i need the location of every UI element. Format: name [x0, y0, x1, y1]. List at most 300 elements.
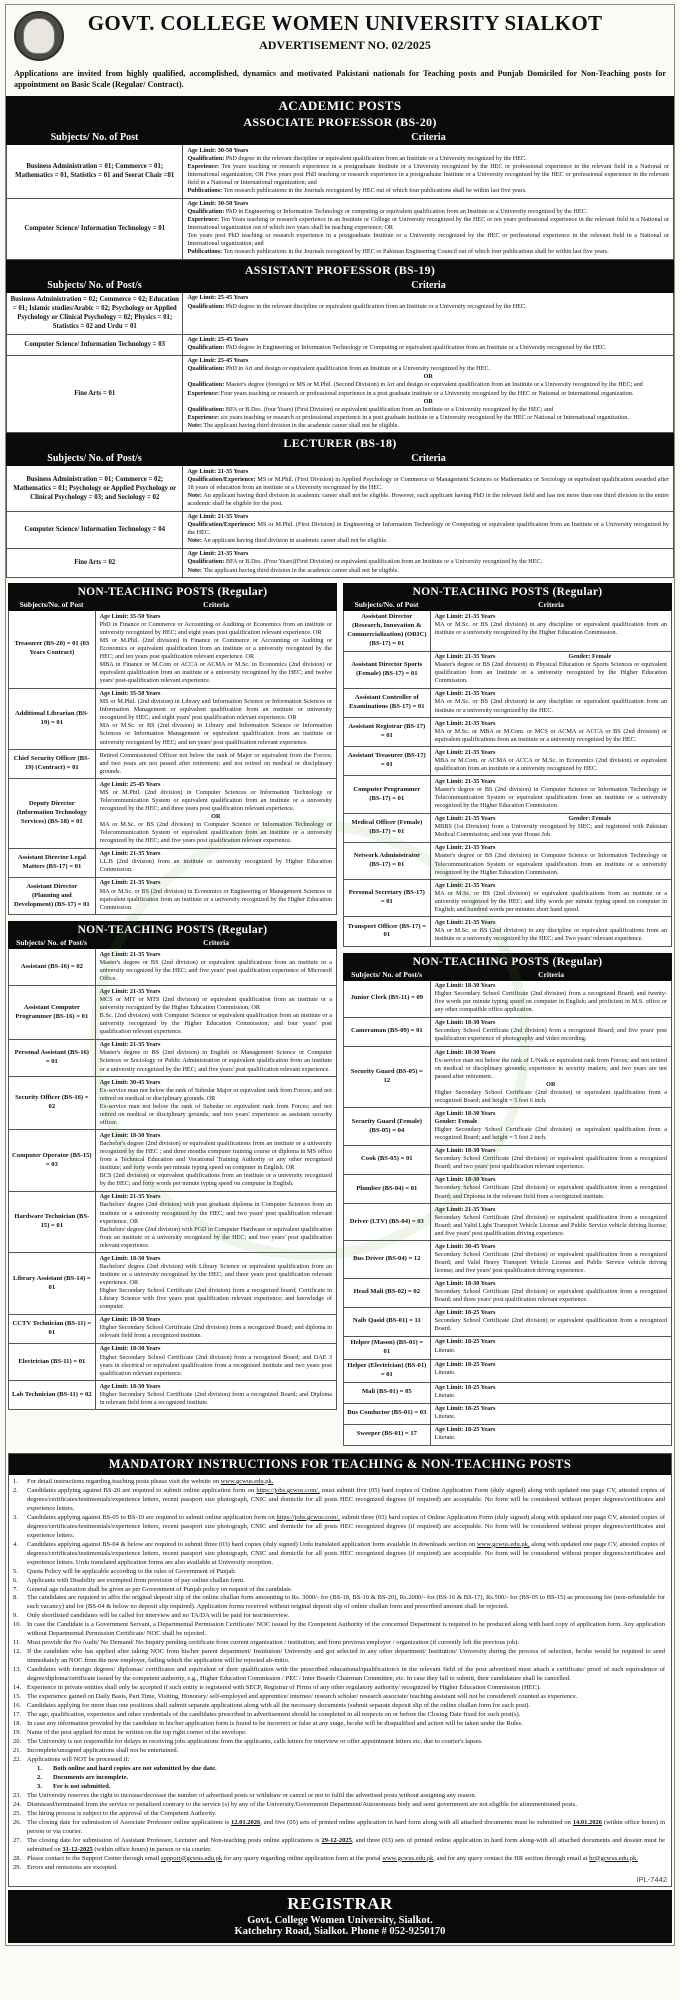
criteria-line: Age Limit: 21-35 Years — [99, 850, 161, 858]
criteria-line: Bachelors' degree (2nd division) with Library Science or equivalent qualification from an institute or a university recognized by the HEC; and three years post qualification relevant experience. OR — [99, 1262, 332, 1286]
criteria-line: Age Limit: 18-30 Years — [99, 1382, 161, 1390]
post-name: Assistant Computer Programmer (BS-16) = 01 — [9, 986, 96, 1038]
instruction-text: The closing date for submission of Assistant Professor, Lecturer and Non-teaching posts online applications is 29-12-2025, and three (03) sets of printed online application in hard form along-with all attached documents and dossier must be submitted on 31-12-2025 (within office hours) in person or via courier. — [27, 1836, 665, 1853]
criteria-line: Ex-service man not below the rank of Subedar Major or equivalent rank from Forces; and not retired on medical or disciplinary grounds. OR — [99, 1086, 332, 1102]
post-criteria — [96, 689, 336, 749]
criteria-line: Age Limit: 21-35 Years — [434, 748, 496, 756]
criteria-line: Age Limit: 18-25 Years — [434, 1361, 496, 1369]
criteria-lines — [435, 844, 667, 876]
criteria-lines — [435, 613, 667, 637]
post-criteria — [96, 1381, 336, 1409]
instruction-text: Must provide the No Audit/ No Demand/ No Inquiry pending certificate from current organization / institution, and from previous employer / organization (if currently left the previous job). — [27, 1639, 520, 1647]
post-row — [9, 778, 336, 848]
criteria-lines — [187, 336, 669, 352]
column-header-posts: Subjects/ No. of Post/s — [16, 938, 87, 948]
posts-table — [6, 145, 674, 260]
criteria-line: Experience: Four years teaching or research or professional experience in a post graduate institute or a University recognized by the HEC or National or International organization. — [187, 389, 634, 397]
post-criteria — [431, 1360, 671, 1382]
criteria-line: Secondary School Certificate (2nd division) or equivalent qualification from a recognized Board; and three years' post qualification relevant experience. — [434, 1288, 667, 1304]
column-header-posts: Subjects/ No. of Post/s — [47, 453, 142, 465]
criteria-line: Age Limit: 30-50 Years — [187, 200, 249, 207]
post-row — [9, 1191, 336, 1252]
instruction-text: Name of the post applied for must be written on the top right corner of the envelope. — [27, 1729, 247, 1736]
column-header-posts: Subjects/No. of Post — [19, 600, 84, 610]
criteria-line: Age Limit: 35-50 Years — [99, 690, 161, 698]
criteria-lines — [435, 778, 667, 810]
instruction-text: Quota Policy will be applicable according to the rules of Government of Punjab. — [27, 1567, 237, 1575]
criteria-line: Higher Secondary School Certificate (2nd division) from a recognized Board; and twenty-five words per minute typing speed on computer in English; and proficient in M.S. office or any other compatible office application. — [434, 990, 667, 1014]
criteria-line: Qualification/Experience: MS or M.Phil. (First Division) in Applied Psychology or Commerce or Management Sciences or Mathematics or Sociology or equivalent qualification awarded after 18 years of education from an institute or a University recognized by the HEC. — [187, 475, 669, 491]
section-header-bar — [6, 96, 674, 145]
post-name: Security Officer (BS-16) = 02 — [9, 1077, 96, 1129]
post-row — [344, 651, 671, 688]
criteria-line: Age Limit: 21-35 Years — [99, 987, 161, 995]
post-criteria — [96, 750, 336, 778]
criteria-line: Retired Commissioned Officer not below the rank of Major or equivalent from the Forces; and two years are not passed after retirement; and not retired on medical or disciplinary grounds. — [99, 751, 332, 775]
post-name: Network Administrator (BS-17) = 01 — [344, 843, 431, 879]
criteria-line: Secondary School Certificate (2nd division) or equivalent qualification from a recognized Board; and two years' post qualification relevant experience. — [434, 1155, 667, 1171]
footer-university: Govt. College Women University, Sialkot. — [247, 1914, 433, 1926]
criteria-line: Age Limit: 21-35 Years — [99, 1193, 161, 1201]
instruction-number: 7. — [13, 1585, 18, 1593]
criteria-lines — [100, 1316, 332, 1340]
post-row — [9, 1076, 336, 1129]
post-name: Assistant Director Sports (Female) (BS-17) = 01 — [344, 652, 431, 688]
post-criteria — [431, 880, 671, 916]
criteria-lines — [435, 1206, 667, 1238]
post-row — [344, 981, 671, 1017]
instruction-sub-text: Fee is not submitted. — [53, 1782, 111, 1790]
post-name: Business Administration = 02; Commerce = 02; Education = 01; Islamic studies/Arabic = 02; Psychology or Applied Psychology or Clinical Psychology = 02; Physics = 01; Statistics = 02 and Urdu = 01 — [7, 293, 183, 334]
instruction-item — [13, 1801, 665, 1810]
post-criteria — [431, 843, 671, 879]
criteria-line: Bachelors' degree (2nd division) with post graduate diploma in Computer Sciences from an institute or a university recognized by the HEC; and two years' post qualification relevant experience. OR — [99, 1201, 332, 1225]
link[interactable]: www.gcwus.edu.pk — [382, 1854, 434, 1862]
criteria-line: Higher Secondary School Certificate (2nd division) from a recognized Board; and DAE 3 years in electrical or equivalent qualification from a recognized institute and two years post qualification relevant experience. — [99, 1353, 332, 1377]
criteria-line: MBBS (1st Division) from a University recognized by HEC; and registered with Pakistan Medical Commission; and one year House Job. — [434, 823, 667, 839]
criteria-lines — [187, 513, 669, 545]
post-criteria — [431, 814, 671, 842]
criteria-lines — [100, 1193, 332, 1249]
section-title: NON-TEACHING POSTS (Regular) — [412, 586, 603, 599]
post-name: Personal Assistant (BS-16) = 01 — [9, 1040, 96, 1076]
post-row — [344, 717, 671, 746]
post-row — [9, 749, 336, 778]
criteria-line: Age Limit: 21-35 Years — [187, 467, 249, 475]
column-header-criteria: Criteria — [538, 969, 564, 979]
posts-section — [343, 953, 672, 1446]
criteria-line: MA or M.Sc. or BS (2nd division) in any discipline or equivalent qualification from an institute or a university recognized by the HEC. — [434, 698, 667, 714]
post-name: Cook (BS-05) = 01 — [344, 1146, 431, 1174]
instruction-text: The hiring process is subject to the approval of the Competent Authority. — [27, 1809, 217, 1817]
criteria-lines — [435, 982, 667, 1014]
post-row — [344, 1174, 671, 1203]
footer-address-phone: Katchehry Road, Sialkot. Phone # 052-9250170 — [234, 1925, 446, 1937]
posts-section — [343, 583, 672, 947]
instruction-sub-text: Both online and hard copies are not submitted by due date. — [53, 1764, 217, 1772]
link[interactable]: https://jobs.gcwus.com/, — [276, 1513, 340, 1521]
post-name: Helper (Electrician) (BS-01) = 01 — [344, 1360, 431, 1382]
section-title: NON-TEACHING POSTS (Regular) — [77, 924, 268, 937]
instruction-number: 5. — [13, 1567, 18, 1575]
section-header-bar — [6, 260, 674, 293]
column-headers — [6, 131, 674, 145]
criteria-line: BCS (2nd division) or equivalent qualifications from an institute or a university recognized by the HEC; and forty words per minute typing speed on computer in English. — [99, 1172, 332, 1188]
instruction-text: Dismissed/terminated from the service or penalized contrary to the service (s) by any of the University/Government Department/Autonomous body and semi government are not eligible for aforementioned posts. — [27, 1800, 577, 1808]
criteria-line: Age Limit: 21-35 Years — [434, 777, 496, 785]
post-name: Library Assistant (BS-14) = 01 — [9, 1253, 96, 1313]
instruction-item — [13, 1738, 665, 1747]
instruction-number: 28. — [13, 1854, 22, 1862]
post-row — [344, 1382, 671, 1403]
criteria-line: Experience: six years teaching or research or professional experience in a post graduate institute or a University recognized by the HEC or National or International organization. — [187, 413, 629, 421]
post-criteria — [96, 1253, 336, 1313]
post-name: Cameraman (BS-09) = 01 — [344, 1018, 431, 1046]
academic-posts — [6, 96, 674, 578]
post-criteria — [96, 1344, 336, 1380]
post-row — [7, 548, 673, 577]
column-headers — [6, 452, 674, 466]
closing-date: 31-12-2025 — [62, 1845, 93, 1853]
criteria-line: Age Limit: 18-30 Years — [99, 1316, 161, 1324]
instruction-item — [13, 1819, 665, 1837]
university-logo-icon — [14, 11, 64, 61]
post-row — [9, 985, 336, 1038]
criteria-lines — [187, 294, 669, 310]
criteria-line: Age Limit: 25-45 Years — [187, 294, 249, 302]
post-criteria — [183, 549, 673, 577]
posts-section — [6, 260, 674, 433]
criteria-lines — [435, 1147, 667, 1171]
link[interactable]: www.gcwus.edu.pk. — [220, 1477, 274, 1485]
post-criteria — [183, 293, 673, 334]
criteria-line: PhD in Finance or Commerce or Accounting or Auditing or Economics from an institute or university recognized by HEC; and eight years post qualification relevant experience. OR — [99, 620, 332, 636]
instruction-item — [13, 1810, 665, 1819]
criteria-line: Age Limit: 35-50 Years — [99, 612, 161, 620]
post-row — [344, 879, 671, 916]
instruction-text: Applicants with Disability are exempted from provision of pay online challan form. — [27, 1576, 245, 1584]
criteria-lines — [187, 357, 669, 430]
section-header-bar — [6, 433, 674, 466]
criteria-line: Age Limit: 21-35 Years — [187, 550, 249, 558]
post-row — [344, 1336, 671, 1359]
post-criteria — [183, 335, 673, 355]
post-name: Security Guard (Female) (BS-05) = 04 — [344, 1108, 431, 1144]
instruction-item — [13, 1864, 665, 1873]
instruction-number: 25. — [13, 1809, 22, 1817]
criteria-line: Age Limit: 21-35 Years — [99, 879, 161, 887]
instruction-item — [13, 1621, 665, 1639]
post-criteria — [96, 1040, 336, 1076]
instruction-text: The closing date for submission of Associate Professor online applications is 12.01.2026, and five (05) sets of printed online application in hard form along with all attached documents must be submitted on 14.01.2026 (within office hours) in person or via courier. — [27, 1818, 666, 1835]
criteria-or-line: OR — [211, 813, 221, 820]
link[interactable]: hr@gcwus.edu.pk. — [589, 1854, 638, 1862]
instruction-item — [13, 1639, 665, 1648]
posts-section — [6, 96, 674, 260]
instruction-item — [13, 1487, 665, 1514]
instruction-item — [13, 1541, 665, 1568]
instruction-sub-item — [13, 1774, 665, 1783]
post-row — [9, 877, 336, 914]
criteria-line: Ten years post PhD teaching or research experience in a postgraduate Institute or a University recognized by the HEC or professional experience in the relevant field in a National or International organization; and — [187, 232, 669, 248]
criteria-line: Master's degree or BS (2nd division) or equivalent qualifications from an institute or a university recognized by the HEC; and five years' post qualification experience of Microsoft Office. — [99, 958, 332, 982]
post-name: Plumber (BS-04) = 01 — [344, 1175, 431, 1203]
criteria-line: Literate. — [434, 1346, 456, 1354]
header — [6, 5, 674, 63]
column-header-posts: Subjects/ No. of Post/s — [351, 969, 422, 979]
instruction-number: 21. — [13, 1746, 22, 1754]
criteria-line: Higher Secondary School Certificate (2nd division) from a recognized Board; and Diploma in relevant field from a recognized institute. — [99, 1390, 332, 1406]
criteria-line: MA or M.Sc. or BS (2nd division) in Computer Science or Information Technology or Telecommunication System or equivalent qualification from an institute or a university recognized by the HEC; and five years post qualification relevant experience. — [99, 821, 332, 845]
advertisement-frame — [5, 4, 675, 1946]
post-row — [344, 1017, 671, 1046]
instruction-item — [13, 1711, 665, 1720]
post-criteria — [96, 878, 336, 914]
instruction-number: 2. — [13, 1486, 18, 1494]
criteria-line: Secondary School Certificate (2nd division) from a recognized Board; and five years' post qualification experience of photography and video recording. — [434, 1027, 667, 1043]
instruction-number: 12. — [13, 1648, 22, 1656]
criteria-line: Ex-service man not below the rank of Subedar or equivalent rank from Forces; and not retired on medical or disciplinary grounds; and two years' experience as assistant security officer. — [99, 1102, 332, 1126]
instruction-item — [13, 1648, 665, 1666]
instruction-text: The University reserves the right to increase/decrease the number of advertised posts or withdraw or cancel or not to fulfil the advertised posts without assigning any reason. — [27, 1791, 477, 1799]
university-title: GOVT. COLLEGE WOMEN UNIVERSITY SIALKOT — [87, 11, 603, 35]
instruction-sub-item — [13, 1783, 665, 1792]
criteria-line: Age Limit: 30-50 Years — [187, 146, 249, 154]
criteria-line: Age Limit: 21-35 Years — [187, 513, 249, 521]
criteria-line: MA or M.Sc. or BS (2nd division) in any discipline or equivalent qualification from an institute or a university recognized by the Higher Education Commission. — [434, 620, 667, 636]
post-criteria — [431, 689, 671, 717]
criteria-line: Qualification: PhD degree in Engineering or Information Technology or Computing or equivalent qualification from an Institute or a University recognized by the HEC. — [187, 344, 607, 352]
closing-date: 12.01.2026 — [231, 1818, 261, 1826]
instruction-text: If the candidate who has applied after taking NOC from his/her parent department/ Institution/ University and got selected in any other department/ Institution/ University during the process of selection, he/she would be required to send immediately an NOC from the new employer, failing which the application will be rejected ab-initio. — [27, 1648, 665, 1665]
column-header-posts: Subjects/ No. of Post — [50, 132, 139, 144]
post-criteria — [183, 466, 673, 510]
criteria-line: Age Limit: 18-30 Years — [434, 1048, 496, 1056]
post-name: Helper (Mason) (BS-01) = 01 — [344, 1337, 431, 1359]
criteria-line: Age Limit: 25-45 Years — [99, 780, 161, 788]
section-title: NON-TEACHING POSTS (Regular) — [412, 955, 603, 968]
post-row — [344, 1359, 671, 1382]
criteria-line: MA or M.Sc. or BS (2nd division) or equivalent qualifications from an institute or a university recognized by the HEC; and fifty words per minute typing speed on computer in English; and hundred words per minutes short hand speed. — [434, 889, 667, 913]
column-header-criteria: Criteria — [538, 600, 564, 610]
post-row — [344, 813, 671, 842]
post-row — [344, 1403, 671, 1424]
post-criteria — [431, 611, 671, 651]
instruction-text: In case any information provided by the candidate in his/her application form is found to be incorrect or false at any stage, he/she will be disqualified and action will be taken under the Rules. — [27, 1720, 523, 1728]
column-header-criteria: Criteria — [411, 453, 446, 465]
criteria-line: MS or M.Phil. (2nd division) in Finance or Commerce or Accounting or Auditing or Economics or equivalent qualification from an institute or a university recognized by the HEC; and ten years post qualification relevant experience. OR — [99, 636, 332, 660]
criteria-lines — [100, 1041, 332, 1073]
criteria-lines — [435, 919, 667, 943]
criteria-lines — [100, 1079, 332, 1127]
criteria-lines — [435, 1361, 667, 1377]
post-name: Computer Programmer (BS-17) = 01 — [344, 776, 431, 812]
criteria-line: Age Limit: 18-30 Years — [99, 1254, 161, 1262]
post-row — [9, 1129, 336, 1190]
criteria-line: Qualification: PhD in Art and design or equivalent qualification from an Institute or a University recognized by the HEC. — [187, 365, 491, 373]
section-header-bar — [343, 583, 672, 611]
footer — [8, 1890, 672, 1943]
post-criteria — [183, 356, 673, 433]
instruction-text: In case the Candidate is a Government Servant, a Departmental Permission Certificate/ NOC issued by the Competent Authority of the concerned Department is required to be produced along with hard copy of application form. Any application without Departmental Permission Certificate/ NOC shall be rejected. — [27, 1621, 665, 1638]
criteria-line: MA or M.Sc. or BS (2nd division) in Library and Information Science or Information Sciences or Information Management or equivalent qualification from an institute or university recognized by HEC; and ten years' post qualification relevant experience. — [99, 722, 332, 746]
criteria-line: Qualification: BFA or B.Des. (Four Years)(First Division) or equivalent qualification from an Institute or a University recognized by the HEC. — [187, 558, 543, 566]
post-name: Assistant (BS-16) = 02 — [9, 949, 96, 985]
instruction-item — [13, 1855, 665, 1864]
post-name: Head Mali (BS-02) = 02 — [344, 1279, 431, 1307]
criteria-line: Age Limit: 21-35 Years — [434, 690, 496, 698]
instruction-text: Please contact to the Support Center through email support@gcwus.edu.pk for any query regarding online application form at the portal www.gcwus.edu.pk, and for any query contact the HR section through email at hr@gcwus.edu.pk. — [27, 1854, 638, 1862]
criteria-lines — [435, 1405, 667, 1421]
post-name: Sweeper (BS-01) = 17 — [344, 1425, 431, 1445]
instruction-number: 4. — [13, 1540, 18, 1548]
column-headers — [6, 279, 674, 293]
criteria-line: Ex-service man not below the rank of L/Naik or equivalent rank from Forces; and not retired on medical or disciplinary grounds; experience in security matters; and two years are not passed after retirement. — [434, 1056, 667, 1080]
post-criteria — [431, 1279, 671, 1307]
criteria-line: Master's degree or BS (2nd division) in Physical Education or Sports Sciences or equivalent qualification from an Institute or a university recognized by the Higher Education Commission. — [434, 661, 667, 685]
criteria-line: Literate. — [434, 1413, 456, 1421]
criteria-lines — [187, 147, 669, 195]
post-name: Naib Qasid (BS-01) = 11 — [344, 1308, 431, 1336]
criteria-line: MCS or MIT or MTS (2nd division) or equivalent qualification from an institute or a university recognized by the Higher Education Commission; OR — [99, 996, 332, 1012]
post-row — [344, 688, 671, 717]
university-crest-icon — [23, 18, 55, 54]
post-name: Deputy Director (Information Technology Services) (BS-18) = 01 — [9, 779, 96, 848]
criteria-line: Age Limit: 21-35 Years — [434, 612, 496, 620]
non-teaching-left-column — [8, 583, 337, 1446]
post-row — [344, 1107, 671, 1144]
instruction-number: 26. — [13, 1818, 22, 1826]
section-header-bar — [343, 953, 672, 981]
link[interactable]: https://jobs.gcwus.com/, — [256, 1486, 320, 1494]
post-row — [9, 949, 336, 985]
criteria-lines — [435, 1049, 667, 1105]
criteria-line: MS or M.Phil. (2nd division) in Computer Sciences or Information Technology or Telecommunication System or equivalent qualification from an institute or a university recognized by the HEC; and three years post qualification relevant experience. — [99, 788, 332, 812]
section-title: NON-TEACHING POSTS (Regular) — [77, 586, 268, 599]
criteria-line: Age Limit: 18-30 Years — [434, 1176, 496, 1184]
criteria-lines — [100, 1383, 332, 1407]
criteria-line: MA or M.Sc. or BS (2nd division) in any discipline or equivalent qualifications from an institute or a university recognized by the HEC; and Two years' relevant experience. — [434, 926, 667, 942]
posts-table — [8, 949, 337, 1410]
criteria-lines — [435, 653, 667, 685]
post-criteria — [431, 1018, 671, 1046]
posts-section — [6, 433, 674, 578]
criteria-line: Experience: Ten Years teaching or research experience in an Institute or College or University recognized by the HEC or ten years professional experience in the relevant field in a National or International organization out of which two years shall be teaching experience; OR — [187, 216, 669, 232]
criteria-line: Age Limit: 21-35 Years — [99, 1041, 161, 1049]
link[interactable]: support@gcwus.edu.pk — [160, 1854, 223, 1862]
criteria-lines — [100, 613, 332, 686]
instruction-text: For detail instructions regarding teaching posts please visit the website on www.gcwus.edu.pk. — [27, 1477, 274, 1485]
criteria-line: Age Limit: 21-35 Years — [434, 918, 496, 926]
criteria-line: Secondary School Certificate (2nd division) or equivalent qualification from a recognized Board. — [434, 1317, 667, 1333]
post-name: Medical Officer (Female) (BS-17) = 01 — [344, 814, 431, 842]
instruction-item — [13, 1747, 665, 1756]
post-row — [344, 611, 671, 651]
criteria-line: Qualification: Master's degree (foreign) or MS or M.Phil. (Second Division) in Art and design or equivalent qualification from an Institute or a University recognized by the HEC; and — [187, 381, 643, 389]
criteria-lines — [100, 850, 332, 874]
criteria-line: Master's degree or BS (2nd division) in Computer Science or Information Technology or Telecommunication System or equivalent qualification from an institute or a university recognized by the Higher Education Commission. — [434, 852, 667, 876]
criteria-lines — [100, 752, 332, 776]
criteria-or-line: OR — [423, 373, 433, 381]
criteria-line: Bachelors' degree (2nd division) with PGD in Computer Hardware or equivalent qualification from an institute or a university recognized by the HEC; and two years' post qualification relevant experience. — [99, 1225, 332, 1249]
criteria-line: Higher Secondary School Certificate (2nd division) from a recognized board; Certificate in Library Science with five years post qualification relevant experience; and knowledge of computer. — [99, 1287, 332, 1311]
column-headers — [8, 599, 337, 611]
instruction-text: Candidates with foreign degrees/ diplomas/ certificates and equivalent of their qualification with the prescribed educational/qualification/s in the relevant field of the post advertised must attach a certificate/ proof of such equivalence of degree/diploma/certificate issued by the competent authority, e.g., Higher Education Commission / PEC / Inter Boards Chairman Committee, etc. In case they fail to submit, their candidature shall be cancelled. — [27, 1666, 665, 1683]
instruction-item — [13, 1612, 665, 1621]
closing-date: 14.01.2026 — [572, 1818, 603, 1826]
post-row — [9, 1252, 336, 1313]
post-name: Mali (BS-01) = 05 — [344, 1383, 431, 1403]
criteria-line: Age Limit: 25-45 Years — [187, 336, 249, 344]
criteria-line: Age Limit: 25-45 Years — [187, 357, 249, 365]
post-name: Computer Science/ Information Technology = 03 — [7, 335, 183, 355]
post-name: Business Administration = 01; Commerce = 02; Mathematics = 01; Psychology or Applied Psychology or Clinical Psychology = 03; and Sociology = 02 — [7, 466, 183, 510]
post-row — [344, 916, 671, 945]
instruction-number: 8. — [13, 1594, 18, 1602]
post-criteria — [431, 776, 671, 812]
criteria-lines — [435, 1019, 667, 1043]
post-criteria — [96, 1077, 336, 1129]
criteria-age-gender-line: Age Limit: 21-35 Years Gender: Female — [434, 653, 612, 661]
post-row — [7, 293, 673, 334]
link[interactable]: www.gcwus.edu.pk, — [476, 1540, 530, 1548]
instruction-item — [13, 1837, 665, 1855]
criteria-line: Publications: Ten research publications in the Journals recognized by HEC or Pakistan Engineering Council out of which four publications shall be within last five years. — [187, 248, 609, 256]
post-name: Lab Technician (BS-11) = 02 — [9, 1381, 96, 1409]
criteria-line: Master's degree or BS (2nd division) in English or Management Science or Computer Sciences or Sociology or Public Administration or equivalent qualification from an institute or a university recognized by the HEC; and five years' post qualification relevant experience. — [99, 1049, 332, 1073]
post-row — [9, 611, 336, 688]
instruction-number: 10. — [13, 1621, 22, 1629]
instruction-number: 13. — [13, 1666, 22, 1674]
post-name: Driver (LTV) (BS-04) = 03 — [344, 1204, 431, 1240]
criteria-lines — [435, 1426, 667, 1442]
criteria-line: Note: The applicant having third division in the academic career shall not be eligible. — [187, 566, 400, 574]
closing-date: 29-12-2025 — [321, 1836, 352, 1844]
criteria-line: Qualification: PhD in Engineering or Information Technology or computing or equivalent qualification from an Institute or a University recognized by the HEC. — [187, 208, 588, 216]
criteria-line: Bachelor's degree (2nd division) or equivalent qualifications from an institute or a university recognized by the HEC ; and three months computer training course or diploma in MS office from a Technical Education and Vocational Training Authority or any other recognized institute; and forty words per minute typing speed on computer in English. OR — [99, 1140, 332, 1172]
criteria-line: Age Limit: 21-35 Years — [434, 881, 496, 889]
criteria-line: Age Limit: 18-25 Years — [434, 1309, 496, 1317]
criteria-lines — [435, 815, 667, 839]
criteria-line: Note: An applicant having third division in academic career shall not be eligible. — [187, 537, 388, 545]
non-teaching-right-column — [343, 583, 672, 1446]
instructions-list — [9, 1475, 671, 1874]
section-title: ASSISTANT PROFESSOR (BS-19) — [244, 262, 436, 277]
criteria-lines — [435, 1384, 667, 1400]
instruction-number: 29. — [13, 1863, 22, 1871]
instruction-item — [13, 1729, 665, 1738]
post-name: Computer Science/ Information Technology = 04 — [7, 512, 183, 548]
criteria-line: Age Limit: 21-35 Years — [434, 1205, 496, 1213]
instruction-item — [13, 1586, 665, 1595]
criteria-line: LL.B (2nd division) from an institute or university recognized by Higher Education Commission. — [99, 858, 332, 874]
post-row — [7, 334, 673, 355]
post-row — [344, 1278, 671, 1307]
post-name: Fine Arts = 02 — [7, 549, 183, 577]
post-criteria — [431, 1383, 671, 1403]
post-row — [9, 1343, 336, 1380]
instruction-number: 6. — [13, 1576, 18, 1584]
instructions-title: MANDATORY INSTRUCTIONS FOR TEACHING & NON-TEACHING POSTS — [9, 1454, 671, 1475]
post-name: Assistant Controller of Examinations (BS-17) = 01 — [344, 689, 431, 717]
criteria-lines — [100, 951, 332, 983]
instruction-text: Errors and omissions are excepted. — [27, 1863, 118, 1871]
instruction-item — [13, 1568, 665, 1577]
section-title: ASSOCIATE PROFESSOR (BS-20) — [243, 115, 437, 130]
posts-table — [6, 466, 674, 578]
criteria-line: Age Limit: 18-25 Years — [434, 1405, 496, 1413]
criteria-lines — [100, 988, 332, 1036]
